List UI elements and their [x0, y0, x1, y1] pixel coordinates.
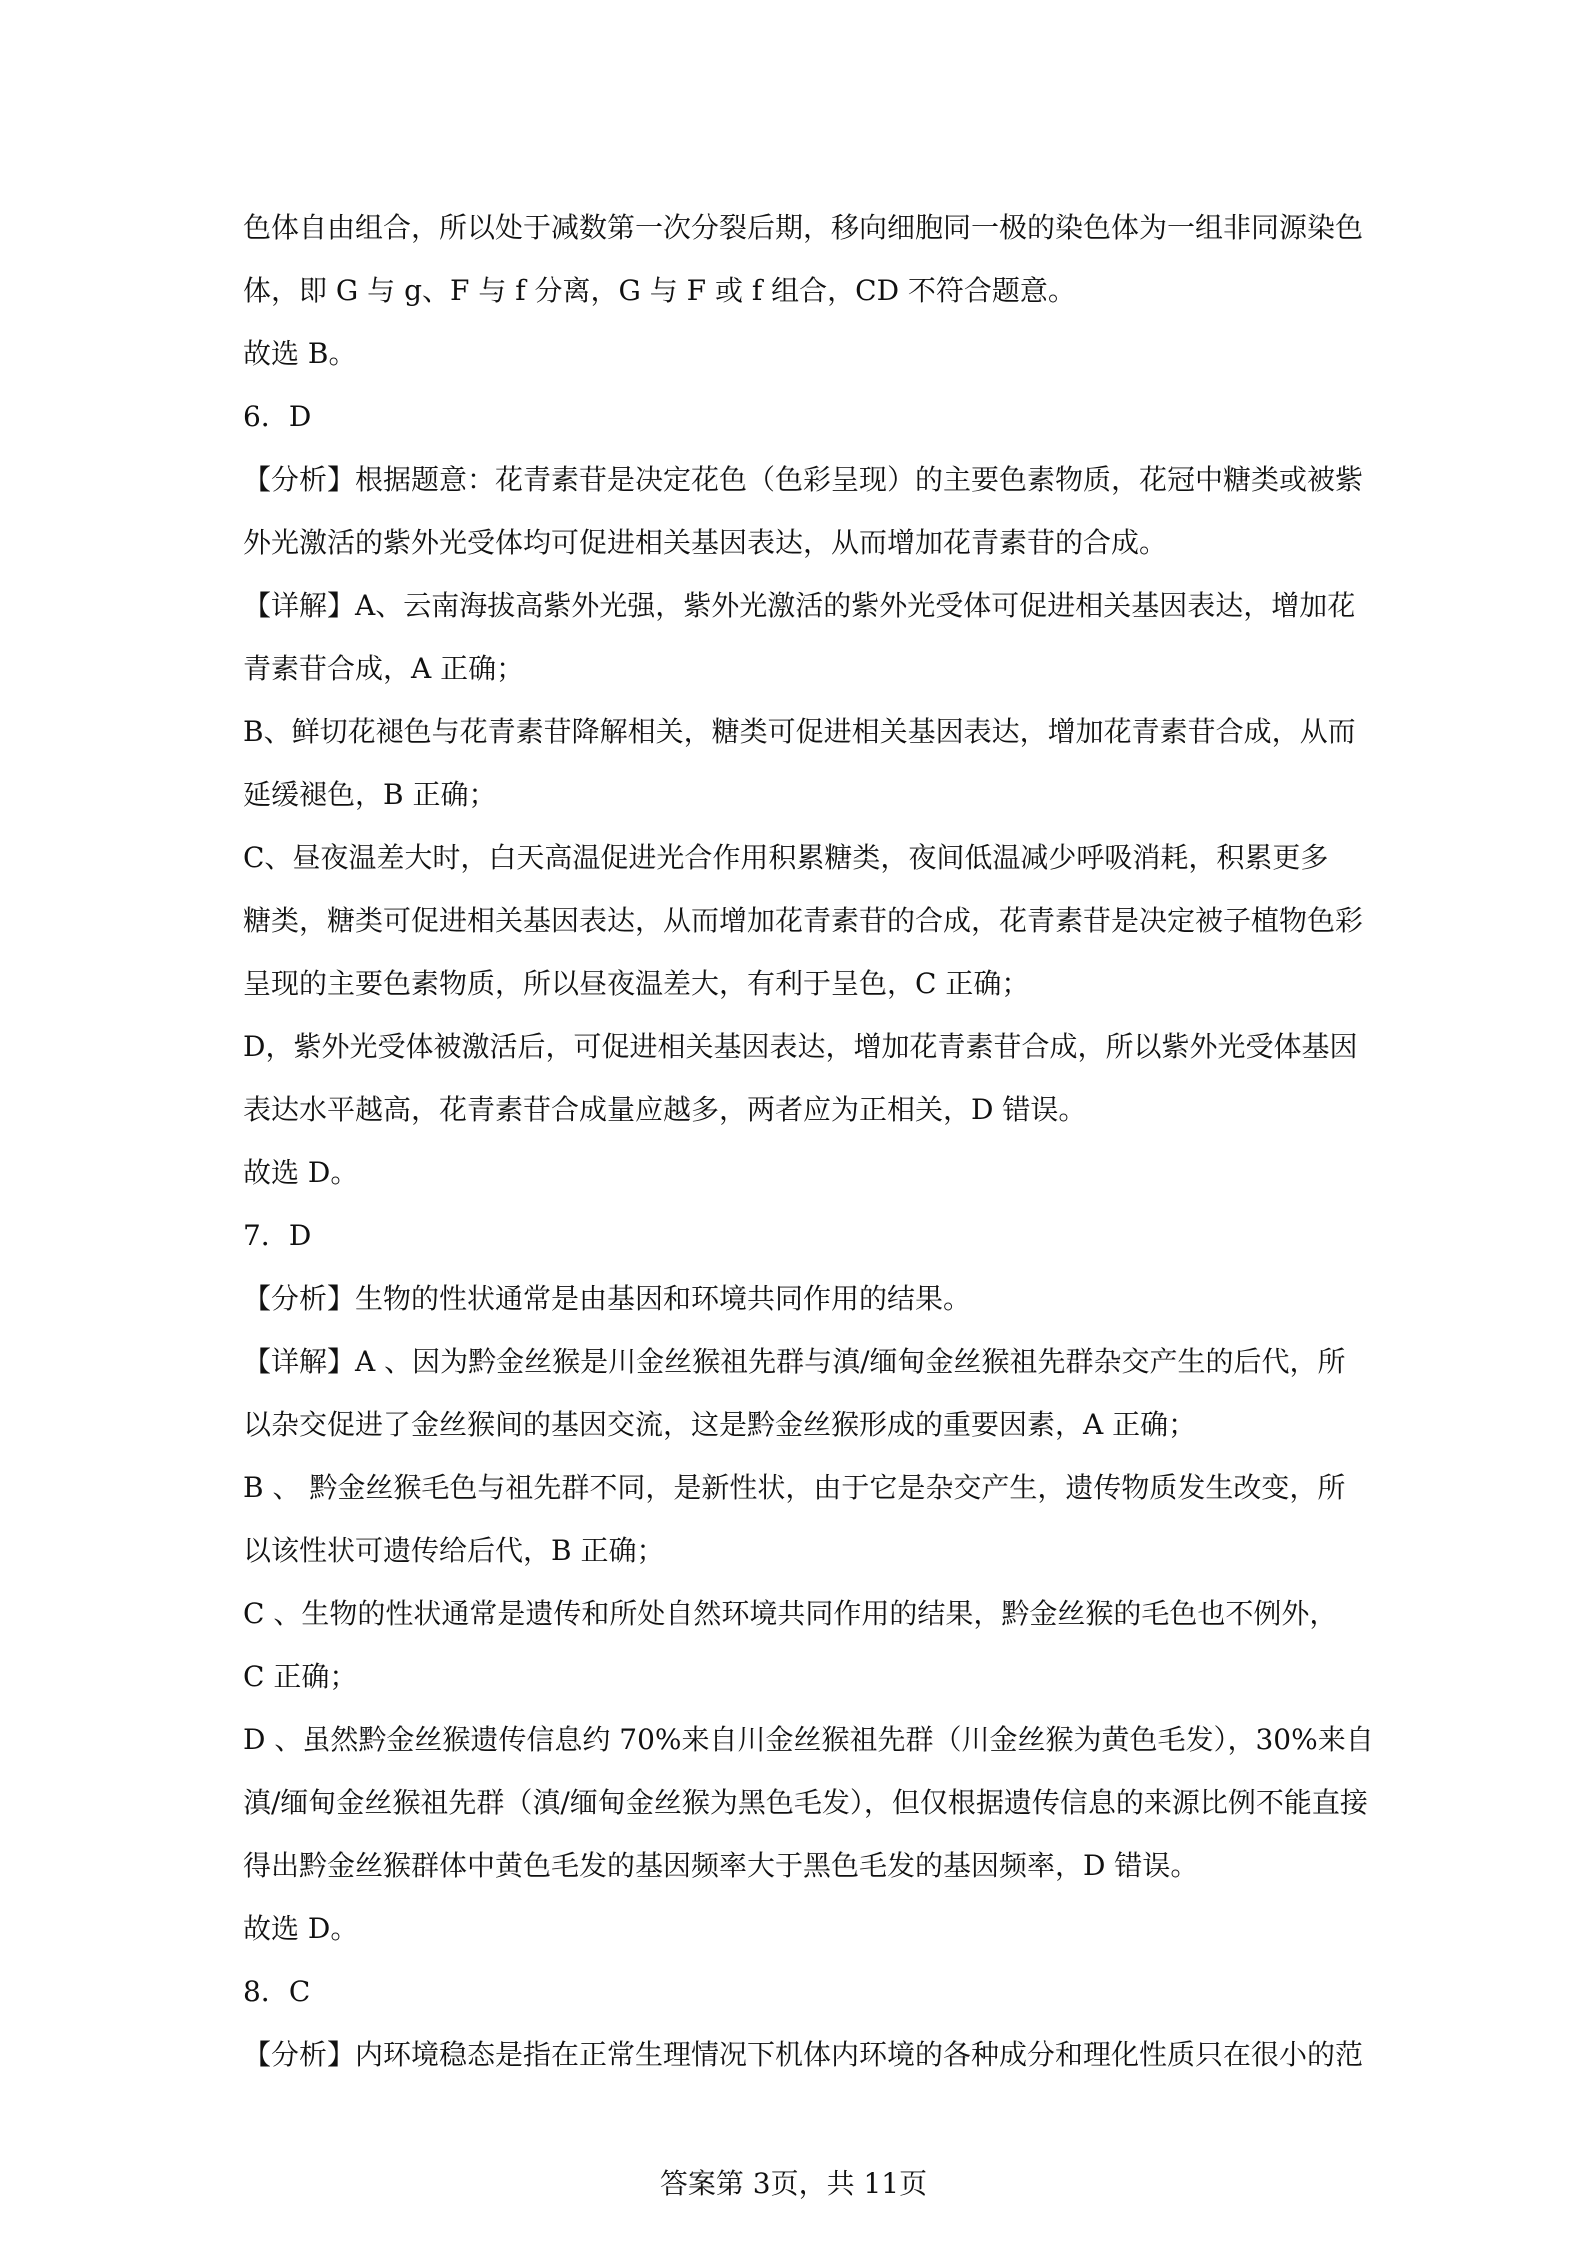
text-line: C、昼夜温差大时，白天高温促进光合作用积累糖类，夜间低温减少呼吸消耗，积累更多 — [243, 841, 1329, 874]
page-footer: 答案第 3页，共 11页 — [659, 2167, 928, 2200]
text-line: B 、 黔金丝猴毛色与祖先群不同，是新性状，由于它是杂交产生，遗传物质发生改变，所 — [243, 1471, 1346, 1504]
text-line: 糖类，糖类可促进相关基因表达，从而增加花青素苷的合成，花青素苷是决定被子植物色彩 — [243, 904, 1364, 937]
text-line: 【分析】生物的性状通常是由基因和环境共同作用的结果。 — [243, 1282, 972, 1315]
text-line: 青素苷合成，A 正确； — [243, 652, 525, 685]
text-line: 故选 D。 — [243, 1156, 359, 1189]
text-line: 【详解】A 、因为黔金丝猴是川金丝猴祖先群与滇/缅甸金丝猴祖先群杂交产生的后代，所 — [243, 1345, 1346, 1378]
text-line: 以杂交促进了金丝猴间的基因交流，这是黔金丝猴形成的重要因素，A 正确； — [243, 1408, 1197, 1441]
text-line: 色体自由组合，所以处于减数第一次分裂后期，移向细胞同一极的染色体为一组非同源染色 — [243, 211, 1364, 244]
text-line: 呈现的主要色素物质，所以昼夜温差大，有利于呈色，C 正确； — [243, 967, 1030, 1000]
text-line: 以该性状可遗传给后代，B 正确； — [243, 1534, 665, 1567]
text-line: 得出黔金丝猴群体中黄色毛发的基因频率大于黑色毛发的基因频率，D 错误。 — [243, 1849, 1199, 1882]
text-line: C 正确； — [243, 1660, 358, 1693]
text-line: 体，即 G 与 g、F 与 f 分离，G 与 F 或 f 组合，CD 不符合题意。 — [243, 274, 1076, 307]
text-line: 【详解】A、云南海拔高紫外光强，紫外光激活的紫外光受体可促进相关基因表达，增加花 — [243, 589, 1356, 622]
text-line: 故选 D。 — [243, 1912, 359, 1945]
text-line: 延缓褪色，B 正确； — [243, 778, 497, 811]
text-line: 【分析】内环境稳态是指在正常生理情况下机体内环境的各种成分和理化性质只在很小的范 — [243, 2038, 1364, 2071]
question-number: 6．D — [243, 400, 312, 433]
question-number: 8．C — [243, 1975, 311, 2008]
question-number: 7．D — [243, 1219, 312, 1252]
text-line: 滇/缅甸金丝猴祖先群（滇/缅甸金丝猴为黑色毛发），但仅根据遗传信息的来源比例不能直接 — [243, 1786, 1368, 1819]
text-line: 故选 B。 — [243, 337, 357, 370]
answer-text-body — [243, 196, 1374, 2086]
text-line: D，紫外光受体被激活后，可促进相关基因表达，增加花青素苷合成，所以紫外光受体基因 — [243, 1030, 1358, 1063]
text-line: D 、虽然黔金丝猴遗传信息约 70%来自川金丝猴祖先群（川金丝猴为黄色毛发），30%来自 — [243, 1723, 1374, 1756]
text-line: B、鲜切花褪色与花青素苷降解相关，糖类可促进相关基因表达，增加花青素苷合成，从而 — [243, 715, 1356, 748]
text-line: C 、生物的性状通常是遗传和所处自然环境共同作用的结果，黔金丝猴的毛色也不例外， — [243, 1597, 1338, 1630]
text-line: 外光激活的紫外光受体均可促进相关基因表达，从而增加花青素苷的合成。 — [243, 526, 1168, 559]
text-line: 表达水平越高，花青素苷合成量应越多，两者应为正相关，D 错误。 — [243, 1093, 1087, 1126]
text-line: 【分析】根据题意：花青素苷是决定花色（色彩呈现）的主要色素物质，花冠中糖类或被紫 — [243, 463, 1364, 496]
